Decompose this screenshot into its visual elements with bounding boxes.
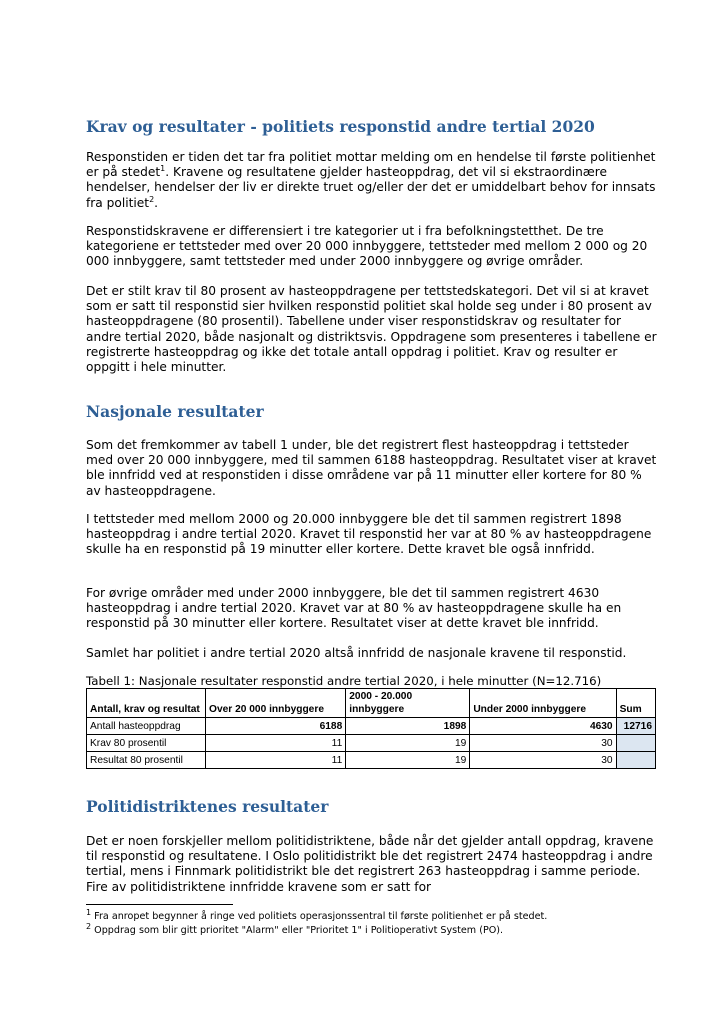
table-cell: 1898 xyxy=(346,718,470,735)
table-cell: Resultat 80 prosentil xyxy=(87,752,206,769)
results-table xyxy=(86,688,656,769)
footnote-1 xyxy=(86,907,548,923)
table-cell: 4630 xyxy=(470,718,616,735)
table-header-cell: Antall, krav og resultat xyxy=(87,689,206,718)
table-cell: 30 xyxy=(470,752,616,769)
table-cell: Krav 80 prosentil xyxy=(87,735,206,752)
table-cell: 19 xyxy=(346,735,470,752)
table-cell: 19 xyxy=(346,752,470,769)
paragraph-over-20000: Som det fremkommer av tabell 1 under, ble det registrert flest hasteoppdrag i tettsteder med over 20 000 innbyggere, med til sammen 6188 hasteoppdrag. Resultatet viser at kravet ble innfridd ved at responstiden i disse områdene var på 11 minutter eller kortere for 80 % av hasteoppdragene. xyxy=(86,438,657,498)
table-header-cell: Under 2000 innbyggere xyxy=(470,689,616,718)
table-row xyxy=(87,718,656,735)
table-header-cell: 2000 - 20.000 innbyggere xyxy=(346,689,470,718)
footnote-divider xyxy=(86,904,233,905)
footnote-1-text: Fra anropet begynner å ringe ved politiets operasjonssentral til første politienhet er på stedet. xyxy=(94,911,548,922)
table-row xyxy=(87,752,656,769)
footnote-2 xyxy=(86,921,504,937)
table-row xyxy=(87,735,656,752)
para1-text-c: . xyxy=(154,195,159,210)
table-cell: 11 xyxy=(206,735,346,752)
table-cell: 6188 xyxy=(206,718,346,735)
paragraph-samlet: Samlet har politiet i andre tertial 2020 altså innfridd de nasjonale kravene til responstid. xyxy=(86,646,627,660)
footnote-ref-1[interactable]: 1 xyxy=(160,164,166,174)
paragraph-under-2000: For øvrige områder med under 2000 innbyggere, ble det til sammen registrert 4630 hasteoppdrag i andre tertial 2020. Kravet var at 80 % av hasteoppdragene skulle ha en responstid på 30 minutter eller kortere. Resultatet viser at dette kravet ble innfridd. xyxy=(86,586,622,631)
section-heading-nasjonale: Nasjonale resultater xyxy=(86,402,264,421)
table-caption: Tabell 1: Nasjonale resultater responstid andre tertial 2020, i hele minutter (N=12.716) xyxy=(86,674,602,688)
table-header-cell: Sum xyxy=(616,689,655,718)
footnote-ref-2[interactable]: 2 xyxy=(149,194,155,204)
paragraph-politidistrikter: Det er noen forskjeller mellom politidistriktene, både når det gjelder antall oppdrag, kravene til responstid og resultatene. I Oslo politidistrikt ble det registrert 2474 hasteoppdrag i andre tertial, mens i Finnmark politidistrikt ble det registrert 263 hasteoppdrag i samme periode. Fire av politidistriktene innfridde kravene som er satt for xyxy=(86,834,654,894)
table-cell: 11 xyxy=(206,752,346,769)
para1-text-a: Responstiden er tiden det tar fra politiet mottar melding om en hendelse til første politienhet er på stedet xyxy=(86,150,656,180)
para1-text-b: . Kravene og resultatene gjelder hasteoppdrag, det vil si ekstraordinære hendelser, hendelser der liv er direkte truet og/eller der det er umiddelbart behov for innsats fra politiet xyxy=(86,165,656,210)
table-cell: 12716 xyxy=(616,718,655,735)
paragraph-krav-80: Det er stilt krav til 80 prosent av hasteoppdragene per tettstedskategori. Det vil si at kravet som er satt til responstid sier hvilken responstid politiet skal holde seg under i 80 prosent av hasteoppdragene (80 prosentil). Tabellene under viser responstidskrav og resultater for andre tertial 2020, både nasjonalt og distriktsvis. Oppdragene som presenteres i tabellene er registrerte hasteoppdrag og ikke det totale antall oppdrag i politiet. Krav og resulter er oppgitt i hele minutter. xyxy=(86,284,657,375)
table-header-cell: Over 20 000 innbyggere xyxy=(206,689,346,718)
table-cell xyxy=(616,735,655,752)
table-header-row xyxy=(87,689,656,718)
table-cell xyxy=(616,752,655,769)
section-heading-krav: Krav og resultater - politiets responstid andre tertial 2020 xyxy=(86,117,595,136)
paragraph-kategorier: Responstidskravene er differensiert i tre kategorier ut i fra befolkningstetthet. De tre kategoriene er tettsteder med over 20 000 innbyggere, tettsteder med mellom 2 000 og 20 000 innbyggere, samt tettsteder med under 2000 innbyggere og øvrige områder. xyxy=(86,224,648,269)
table-cell: Antall hasteoppdrag xyxy=(87,718,206,735)
table-cell: 30 xyxy=(470,735,616,752)
footnote-2-number: 2 xyxy=(86,921,92,931)
paragraph-responstid xyxy=(86,150,658,211)
footnote-2-text: Oppdrag som blir gitt prioritet "Alarm" eller "Prioritet 1" i Politioperativt System (PO). xyxy=(94,925,504,936)
footnote-1-number: 1 xyxy=(86,907,92,917)
paragraph-2000-20000: I tettsteder med mellom 2000 og 20.000 innbyggere ble det til sammen registrert 1898 hasteoppdrag i andre tertial 2020. Kravet til responstid her var at 80 % av hasteoppdragene skulle ha en responstid på 19 minutter eller kortere. Dette kravet ble også innfridd. xyxy=(86,512,652,557)
section-heading-distrikt: Politidistriktenes resultater xyxy=(86,797,329,816)
